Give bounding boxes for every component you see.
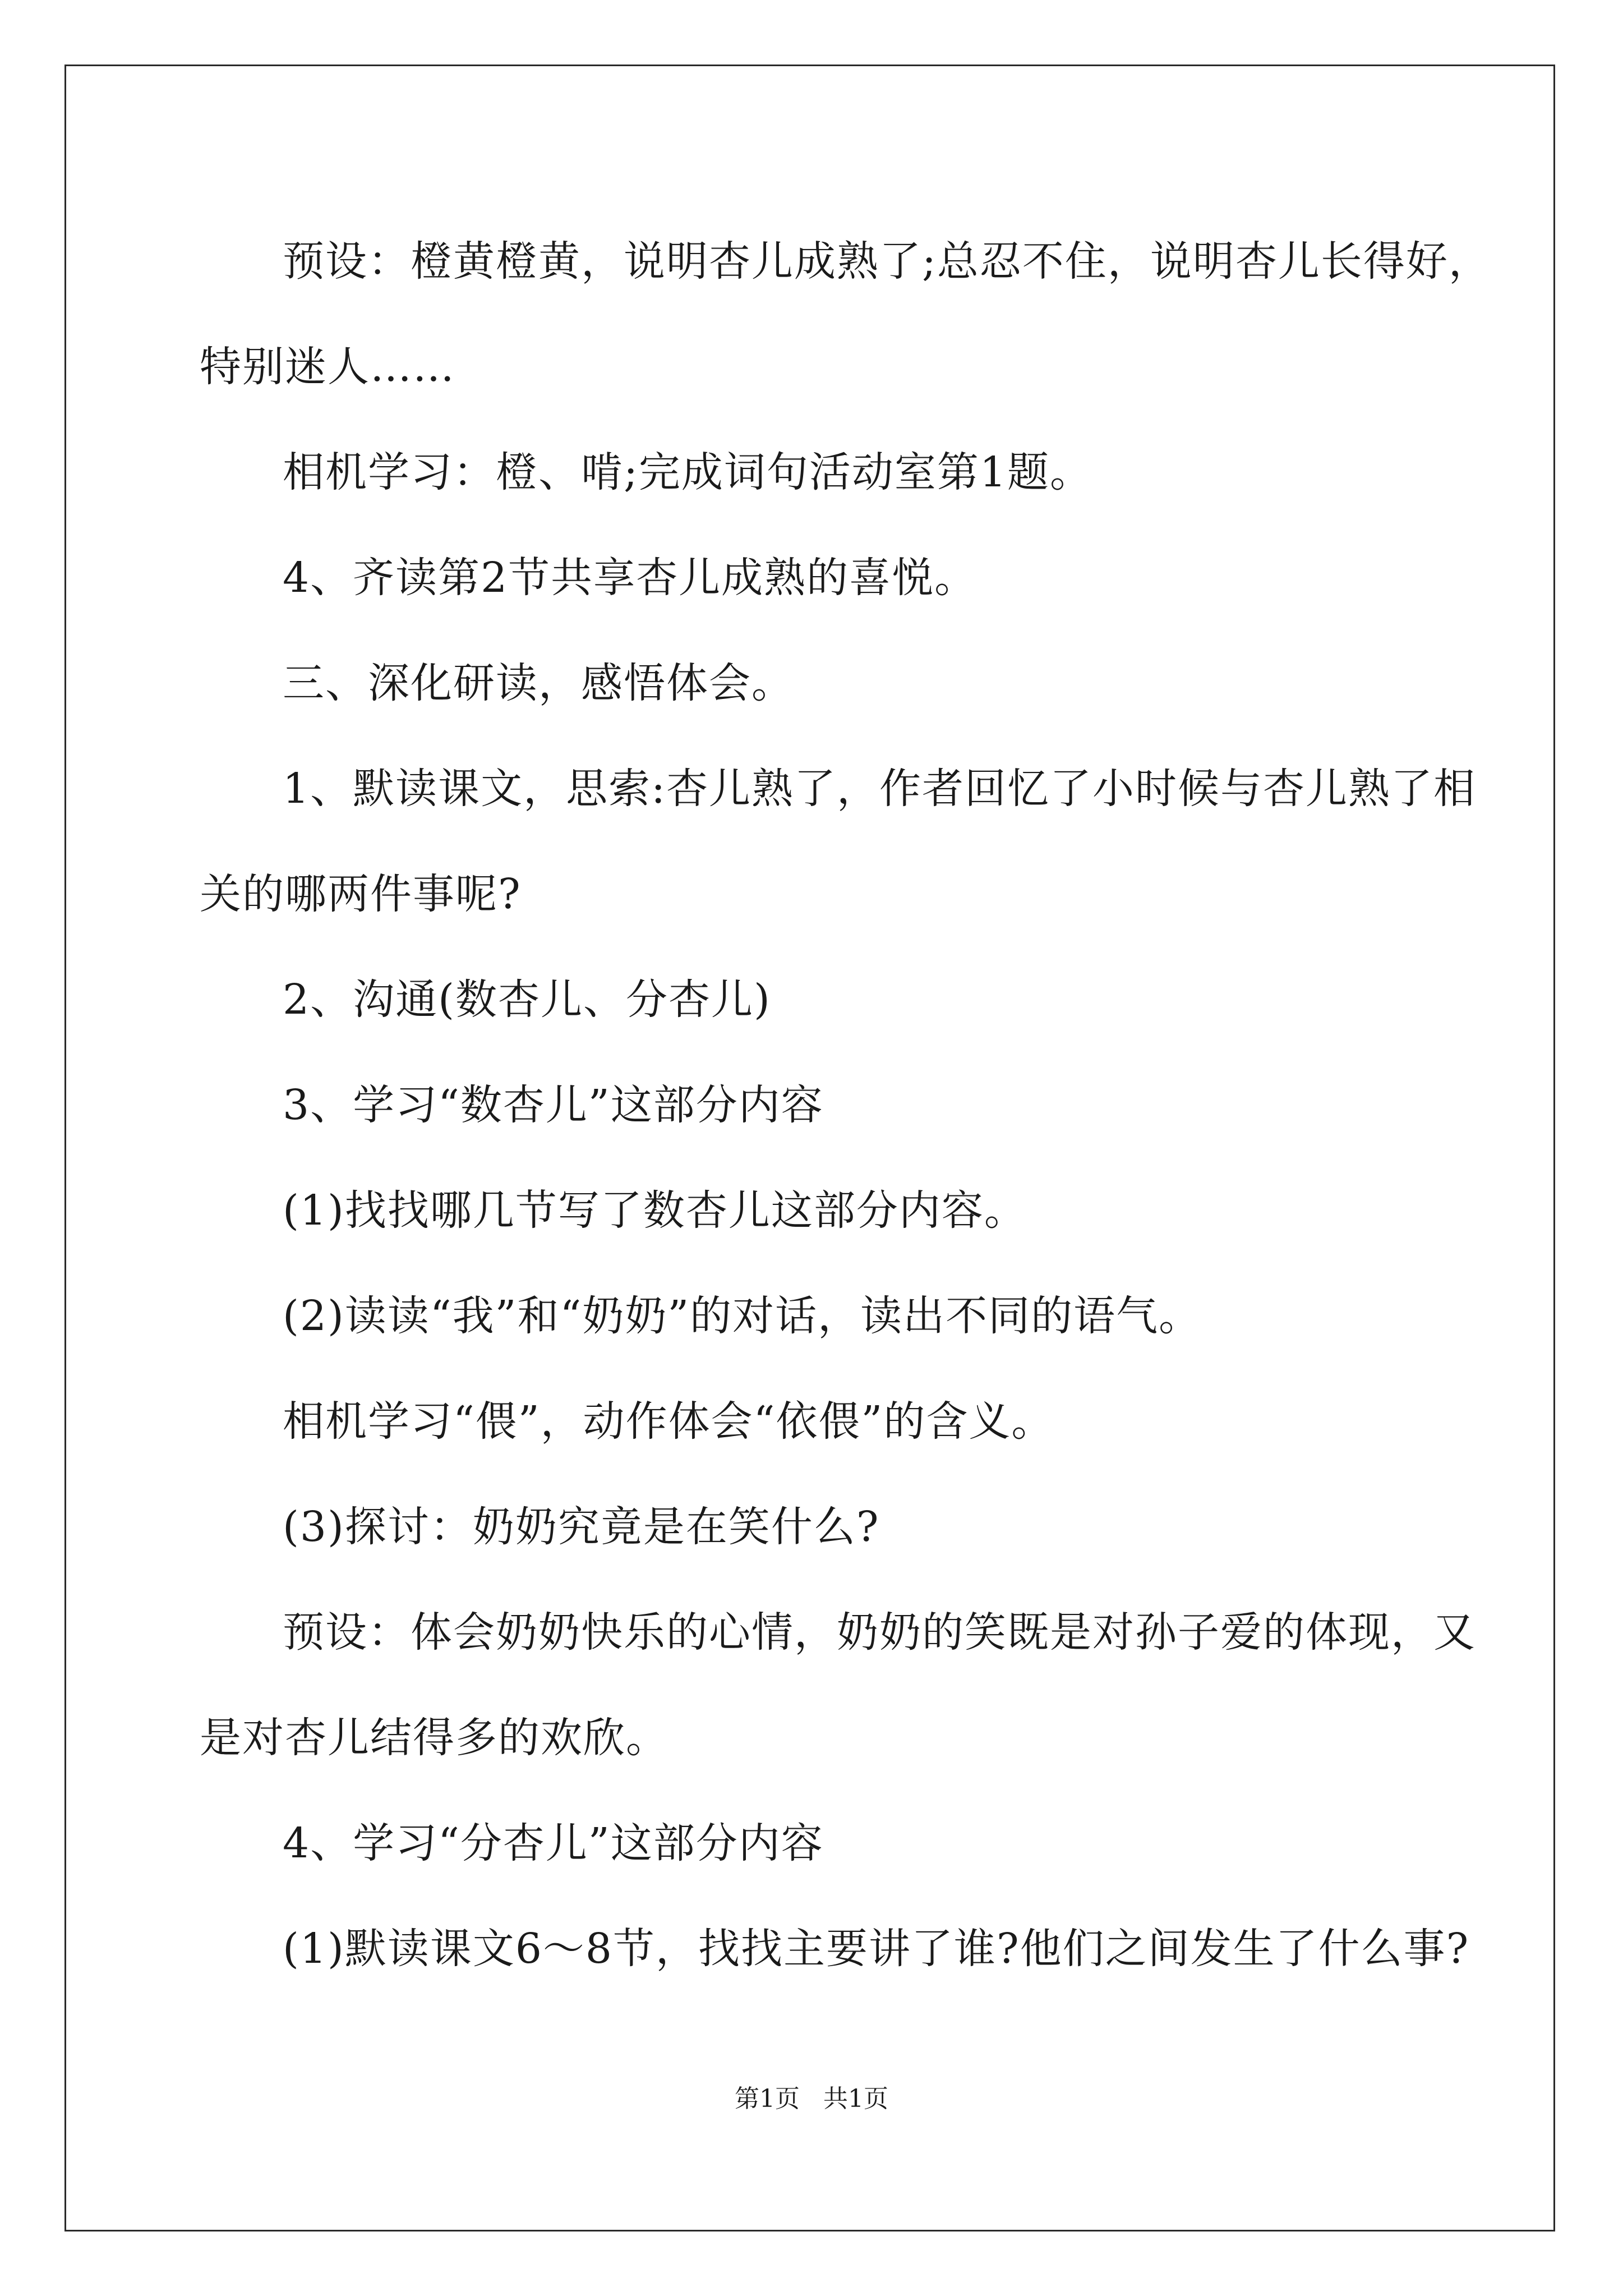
text-line: 三、深化研读，感悟体会。	[283, 659, 794, 707]
text-line: (1)找找哪几节写了数杏儿这部分内容。	[283, 1186, 1027, 1235]
section-heading	[200, 631, 1433, 736]
document-body	[200, 209, 1491, 2001]
paragraph	[200, 525, 1433, 631]
text-line: 2、沟通(数杏儿、分杏儿)	[283, 976, 771, 1024]
paragraph	[200, 947, 1433, 1052]
paragraph	[200, 1263, 1433, 1369]
text-line: (3)探讨：奶奶究竟是在笑什么?	[283, 1503, 880, 1551]
text-line: (2)读读“我”和“奶奶”的对话，读出不同的语气。	[283, 1292, 1202, 1340]
paragraph	[200, 1052, 1433, 1158]
text-line: 是对杏儿结得多的欢欣。	[200, 1714, 668, 1762]
text-line: (1)默读课文6～8节，找找主要讲了谁?他们之间发生了什么事?	[283, 1925, 1470, 1973]
page-number-footer: 第1页 共1页	[735, 2085, 888, 2113]
text-line: 3、学习“数杏儿”这部分内容	[283, 1081, 824, 1129]
text-line: 预设：橙黄橙黄，说明杏儿成熟了;总忍不住，说明杏儿长得好，	[283, 237, 1491, 286]
text-line: 4、齐读第2节共享杏儿成熟的喜悦。	[283, 554, 978, 602]
text-line: 相机学习“偎”，动作体会“依偎”的含义。	[283, 1397, 1054, 1446]
paragraph	[200, 1896, 1470, 2001]
paragraph	[200, 209, 1491, 420]
text-line: 4、学习“分杏儿”这部分内容	[283, 1819, 824, 1867]
paragraph	[200, 736, 1477, 947]
text-line: 预设：体会奶奶快乐的心情，奶奶的笑既是对孙子爱的体现，又	[283, 1608, 1476, 1657]
paragraph	[200, 1369, 1433, 1474]
text-line: 1、默读课文，思索:杏儿熟了，作者回忆了小时候与杏儿熟了相	[283, 765, 1477, 813]
text-line: 特别迷人……	[200, 343, 455, 391]
paragraph	[200, 420, 1433, 525]
paragraph	[200, 1474, 1433, 1580]
text-line: 关的哪两件事呢?	[200, 870, 522, 918]
paragraph	[200, 1158, 1433, 1263]
text-line: 相机学习：橙、啃;完成词句活动室第1题。	[283, 448, 1093, 496]
paragraph	[200, 1791, 1433, 1896]
paragraph	[200, 1580, 1476, 1791]
